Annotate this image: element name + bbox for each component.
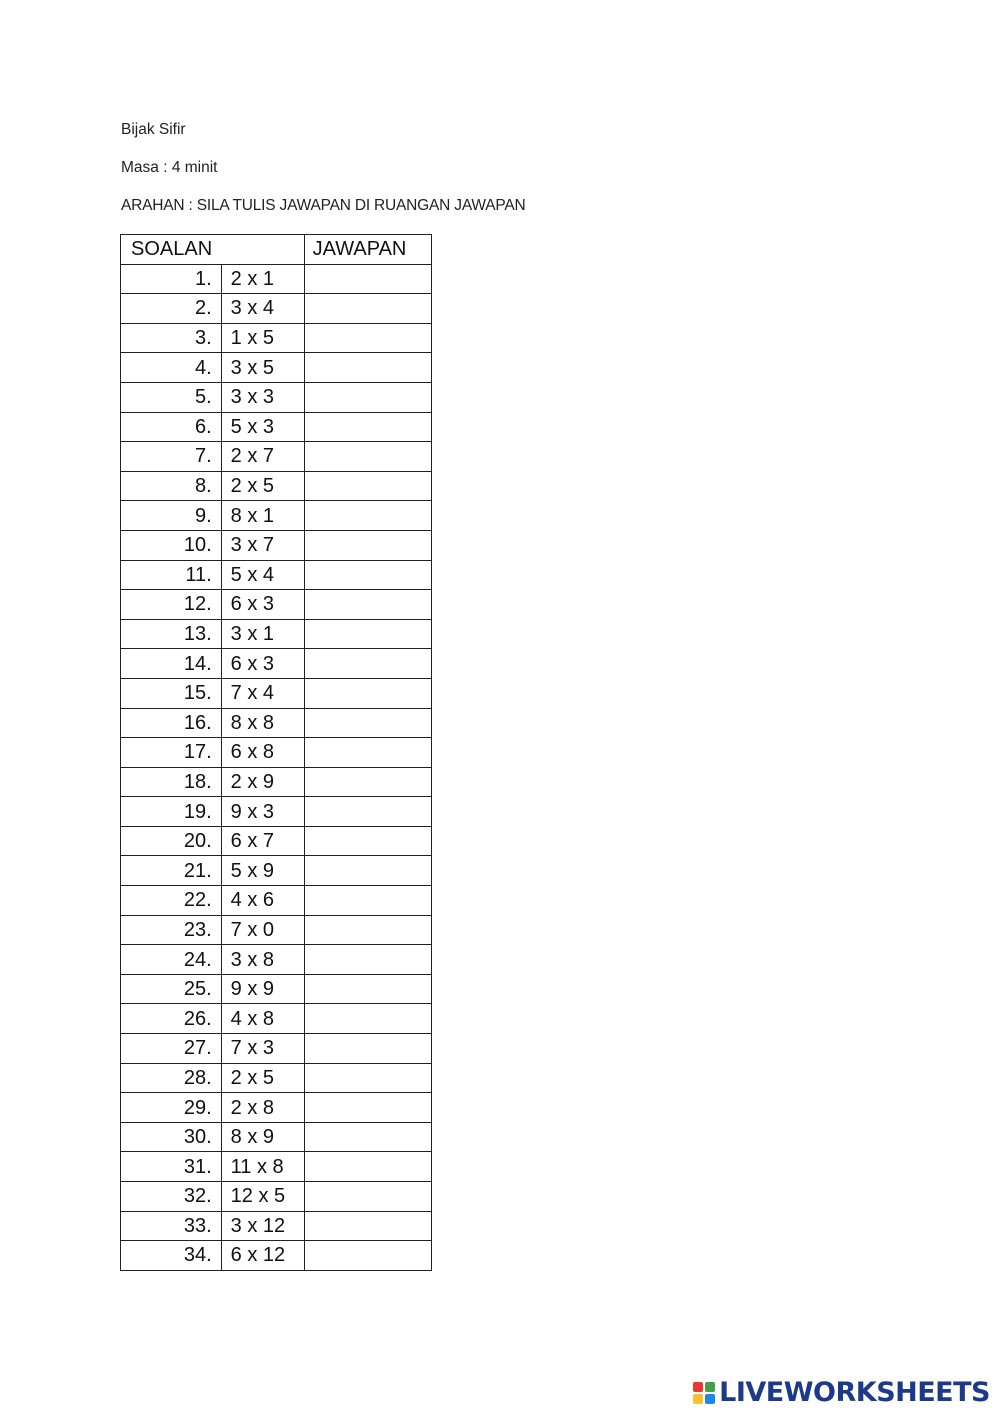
question-number: 3. — [121, 323, 222, 353]
question-text: 6 x 7 — [221, 826, 304, 856]
answer-cell — [304, 619, 431, 649]
header-soalan: SOALAN — [121, 235, 222, 265]
answer-cell — [304, 1211, 431, 1241]
question-number: 30. — [121, 1122, 222, 1152]
answer-input[interactable] — [305, 442, 431, 471]
answer-input[interactable] — [305, 1093, 431, 1122]
question-number: 19. — [121, 797, 222, 827]
answer-input[interactable] — [305, 1241, 431, 1270]
answer-cell — [304, 886, 431, 916]
table-row — [121, 886, 432, 916]
brand-watermark — [693, 1377, 990, 1408]
question-number: 1. — [121, 264, 222, 294]
table-row — [121, 1093, 432, 1123]
answer-input[interactable] — [305, 265, 431, 294]
answer-input[interactable] — [305, 709, 431, 738]
table-row — [121, 767, 432, 797]
answer-input[interactable] — [305, 353, 431, 382]
question-text: 8 x 1 — [221, 501, 304, 531]
time-limit: Masa : 4 minit — [121, 159, 218, 176]
table-row — [121, 619, 432, 649]
question-text: 3 x 5 — [221, 353, 304, 383]
question-number: 21. — [121, 856, 222, 886]
question-number: 4. — [121, 353, 222, 383]
question-text: 1 x 5 — [221, 323, 304, 353]
answer-input[interactable] — [305, 324, 431, 353]
table-row — [121, 1182, 432, 1212]
answer-input[interactable] — [305, 797, 431, 826]
question-number: 16. — [121, 708, 222, 738]
answer-cell — [304, 767, 431, 797]
question-number: 32. — [121, 1182, 222, 1212]
answer-cell — [304, 826, 431, 856]
answer-input[interactable] — [305, 916, 431, 945]
question-text: 2 x 9 — [221, 767, 304, 797]
question-text: 9 x 9 — [221, 974, 304, 1004]
answer-input[interactable] — [305, 1004, 431, 1033]
table-row — [121, 738, 432, 768]
answer-cell — [304, 471, 431, 501]
table-row — [121, 915, 432, 945]
answer-cell — [304, 412, 431, 442]
question-text: 3 x 1 — [221, 619, 304, 649]
instructions: ARAHAN : SILA TULIS JAWAPAN DI RUANGAN JAWAPAN — [121, 197, 526, 214]
question-number: 5. — [121, 382, 222, 412]
question-number: 20. — [121, 826, 222, 856]
answer-cell — [304, 1182, 431, 1212]
question-text: 8 x 8 — [221, 708, 304, 738]
table-row — [121, 678, 432, 708]
question-number: 6. — [121, 412, 222, 442]
answer-cell — [304, 1093, 431, 1123]
question-number: 31. — [121, 1152, 222, 1182]
question-text: 9 x 3 — [221, 797, 304, 827]
answer-cell — [304, 649, 431, 679]
question-number: 12. — [121, 590, 222, 620]
quiz-table — [120, 234, 432, 1271]
question-number: 7. — [121, 442, 222, 472]
answer-cell — [304, 738, 431, 768]
question-text: 2 x 5 — [221, 471, 304, 501]
answer-cell — [304, 1152, 431, 1182]
answer-input[interactable] — [305, 975, 431, 1004]
question-number: 24. — [121, 945, 222, 975]
answer-input[interactable] — [305, 531, 431, 560]
table-row — [121, 945, 432, 975]
question-number: 27. — [121, 1034, 222, 1064]
table-row — [121, 382, 432, 412]
question-number: 25. — [121, 974, 222, 1004]
answer-input[interactable] — [305, 472, 431, 501]
question-number: 34. — [121, 1241, 222, 1271]
question-number: 8. — [121, 471, 222, 501]
answer-cell — [304, 264, 431, 294]
question-number: 10. — [121, 530, 222, 560]
question-text: 5 x 3 — [221, 412, 304, 442]
answer-input[interactable] — [305, 1064, 431, 1093]
question-text: 2 x 8 — [221, 1093, 304, 1123]
header-jawapan: JAWAPAN — [304, 235, 431, 265]
answer-input[interactable] — [305, 649, 431, 678]
answer-input[interactable] — [305, 679, 431, 708]
question-number: 22. — [121, 886, 222, 916]
answer-cell — [304, 530, 431, 560]
question-number: 13. — [121, 619, 222, 649]
question-text: 2 x 1 — [221, 264, 304, 294]
question-number: 33. — [121, 1211, 222, 1241]
answer-input[interactable] — [305, 413, 431, 442]
question-text: 3 x 4 — [221, 294, 304, 324]
question-number: 15. — [121, 678, 222, 708]
answer-input[interactable] — [305, 1123, 431, 1152]
answer-input[interactable] — [305, 1152, 431, 1181]
answer-cell — [304, 797, 431, 827]
table-row — [121, 323, 432, 353]
question-text: 11 x 8 — [221, 1152, 304, 1182]
question-number: 29. — [121, 1093, 222, 1123]
answer-cell — [304, 294, 431, 324]
question-text: 5 x 4 — [221, 560, 304, 590]
question-number: 28. — [121, 1063, 222, 1093]
table-row — [121, 1034, 432, 1064]
answer-input[interactable] — [305, 827, 431, 856]
answer-input[interactable] — [305, 768, 431, 797]
answer-cell — [304, 590, 431, 620]
table-row — [121, 708, 432, 738]
answer-cell — [304, 708, 431, 738]
answer-input[interactable] — [305, 738, 431, 767]
question-text: 12 x 5 — [221, 1182, 304, 1212]
table-row — [121, 974, 432, 1004]
table-row — [121, 1211, 432, 1241]
answer-cell — [304, 915, 431, 945]
table-header-row — [121, 235, 432, 265]
answer-cell — [304, 678, 431, 708]
answer-input[interactable] — [305, 945, 431, 974]
header-soalan-spacer — [221, 235, 304, 265]
table-row — [121, 353, 432, 383]
question-text: 4 x 8 — [221, 1004, 304, 1034]
question-number: 23. — [121, 915, 222, 945]
table-row — [121, 560, 432, 590]
answer-input[interactable] — [305, 856, 431, 885]
answer-input[interactable] — [305, 886, 431, 915]
answer-cell — [304, 323, 431, 353]
question-number: 2. — [121, 294, 222, 324]
table-row — [121, 590, 432, 620]
question-number: 11. — [121, 560, 222, 590]
table-row — [121, 1004, 432, 1034]
question-text: 4 x 6 — [221, 886, 304, 916]
answer-input[interactable] — [305, 1034, 431, 1063]
table-row — [121, 826, 432, 856]
answer-input[interactable] — [305, 620, 431, 649]
answer-cell — [304, 382, 431, 412]
table-row — [121, 530, 432, 560]
answer-cell — [304, 856, 431, 886]
question-text: 6 x 3 — [221, 590, 304, 620]
question-text: 2 x 5 — [221, 1063, 304, 1093]
question-text: 2 x 7 — [221, 442, 304, 472]
question-text: 3 x 3 — [221, 382, 304, 412]
question-number: 9. — [121, 501, 222, 531]
table-row — [121, 264, 432, 294]
question-text: 3 x 8 — [221, 945, 304, 975]
answer-cell — [304, 1034, 431, 1064]
question-text: 6 x 3 — [221, 649, 304, 679]
table-row — [121, 797, 432, 827]
answer-input[interactable] — [305, 1212, 431, 1241]
table-row — [121, 294, 432, 324]
answer-input[interactable] — [305, 294, 431, 323]
table-row — [121, 1241, 432, 1271]
answer-cell — [304, 1241, 431, 1271]
answer-input[interactable] — [305, 561, 431, 590]
brand-name: LIVEWORKSHEETS — [719, 1377, 990, 1408]
table-row — [121, 501, 432, 531]
answer-cell — [304, 560, 431, 590]
table-row — [121, 1122, 432, 1152]
table-row — [121, 856, 432, 886]
question-text: 3 x 7 — [221, 530, 304, 560]
worksheet-title: Bijak Sifir — [121, 121, 186, 138]
question-number: 26. — [121, 1004, 222, 1034]
table-row — [121, 442, 432, 472]
answer-input[interactable] — [305, 590, 431, 619]
answer-cell — [304, 974, 431, 1004]
answer-cell — [304, 945, 431, 975]
table-row — [121, 1063, 432, 1093]
answer-input[interactable] — [305, 1182, 431, 1211]
question-number: 14. — [121, 649, 222, 679]
answer-input[interactable] — [305, 383, 431, 412]
table-row — [121, 1152, 432, 1182]
quiz-body — [121, 264, 432, 1270]
question-text: 8 x 9 — [221, 1122, 304, 1152]
answer-cell — [304, 501, 431, 531]
question-number: 18. — [121, 767, 222, 797]
table-row — [121, 471, 432, 501]
answer-cell — [304, 1004, 431, 1034]
question-text: 5 x 9 — [221, 856, 304, 886]
question-text: 6 x 8 — [221, 738, 304, 768]
table-row — [121, 649, 432, 679]
question-text: 7 x 4 — [221, 678, 304, 708]
question-text: 7 x 0 — [221, 915, 304, 945]
question-number: 17. — [121, 738, 222, 768]
answer-cell — [304, 1122, 431, 1152]
liveworksheets-logo-icon — [693, 1382, 715, 1404]
table-row — [121, 412, 432, 442]
question-text: 3 x 12 — [221, 1211, 304, 1241]
answer-cell — [304, 353, 431, 383]
question-text: 7 x 3 — [221, 1034, 304, 1064]
answer-cell — [304, 1063, 431, 1093]
question-text: 6 x 12 — [221, 1241, 304, 1271]
answer-cell — [304, 442, 431, 472]
answer-input[interactable] — [305, 501, 431, 530]
